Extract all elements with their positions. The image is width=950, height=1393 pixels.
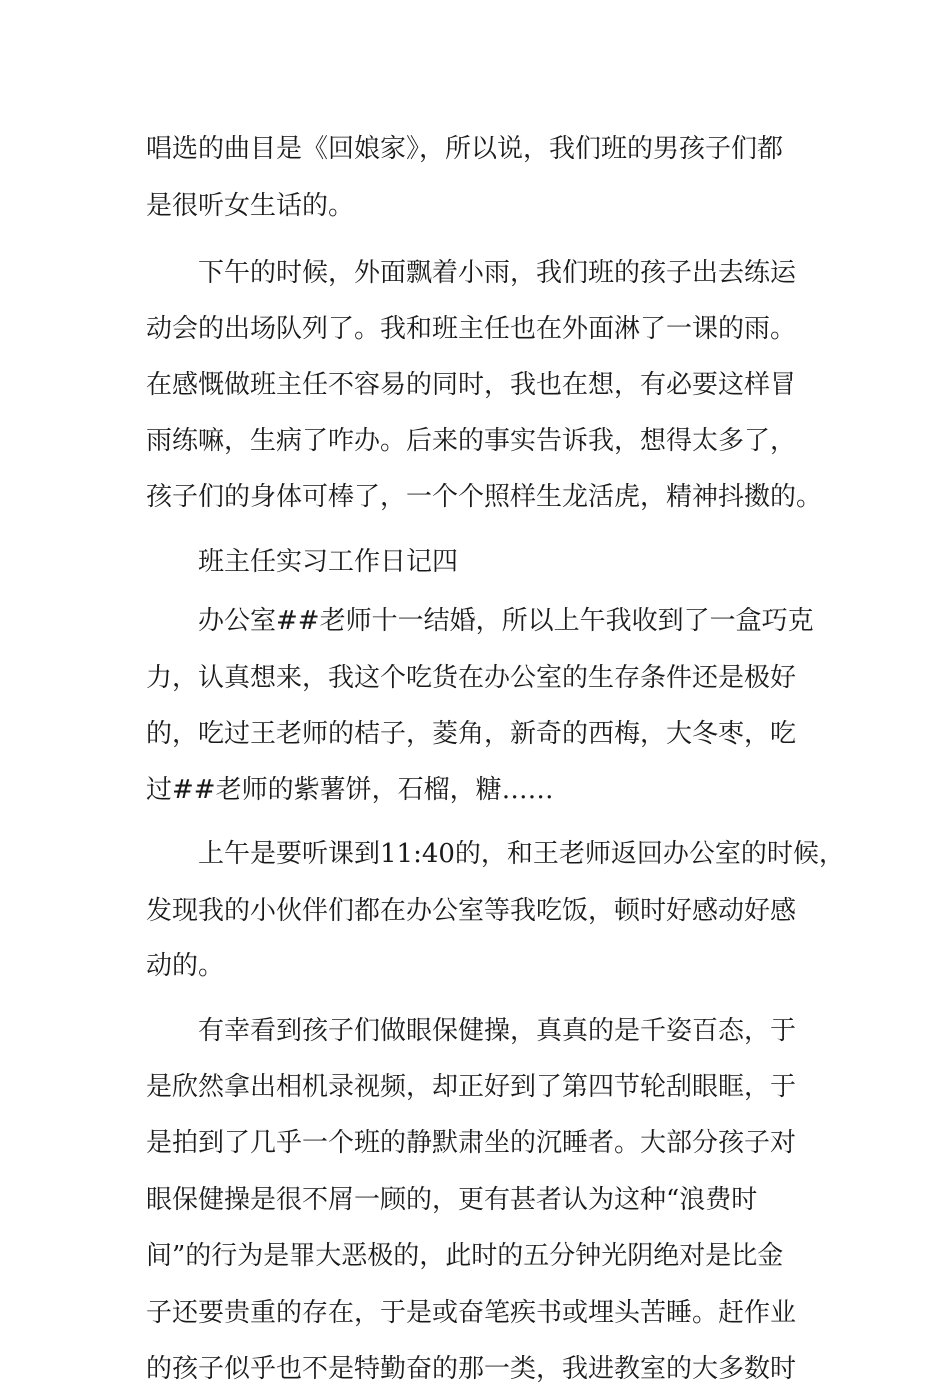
text-line: 是拍到了几乎一个班的静默肃坐的沉睡者。大部分孩子对 [146,1128,797,1158]
text-line: 办公室##老师十一结婚，所以上午我收到了一盒巧克 [198,606,814,636]
text-line: 是欣然拿出相机录视频，却正好到了第四节轮刮眼眶，于 [146,1072,797,1102]
text-line: 孩子们的身体可棒了，一个个照样生龙活虎，精神抖擞的。 [146,482,823,512]
text-line: 的孩子似乎也不是特勤奋的那一类，我进教室的大多数时 [146,1354,797,1384]
text-line: 发现我的小伙伴们都在办公室等我吃饭，顿时好感动好感 [146,896,797,926]
text-line: 动的。 [146,951,225,981]
text-line: 的，吃过王老师的桔子，菱角，新奇的西梅，大冬枣，吃 [146,719,797,749]
text-line: 在感慨做班主任不容易的同时，我也在想，有必要这样冒 [146,370,797,400]
text-line: 动会的出场队列了。我和班主任也在外面淋了一课的雨。 [146,314,797,344]
text-line: 子还要贵重的存在，于是或奋笔疾书或埋头苦睡。赶作业 [146,1298,797,1328]
text-line: 眼保健操是很不屑一顾的，更有甚者认为这种“浪费时 [146,1185,758,1215]
section-heading: 班主任实习工作日记四 [198,547,459,577]
text-line: 唱选的曲目是《回娘家》，所以说，我们班的男孩子们都 [146,134,784,164]
text-line: 上午是要听课到11:40的，和王老师返回办公室的时候， [198,839,845,869]
text-line: 雨练嘛，生病了咋办。后来的事实告诉我，想得太多了， [146,426,797,456]
text-line: 有幸看到孩子们做眼保健操，真真的是千姿百态，于 [198,1016,797,1046]
text-line: 是很听女生话的。 [146,191,355,221]
text-line: 过##老师的紫薯饼，石榴，糖…… [146,775,554,805]
text-line: 间”的行为是罪大恶极的，此时的五分钟光阴绝对是比金 [146,1241,784,1271]
text-line: 力，认真想来，我这个吃货在办公室的生存条件还是极好 [146,663,797,693]
text-line: 下午的时候，外面飘着小雨，我们班的孩子出去练运 [198,258,797,288]
